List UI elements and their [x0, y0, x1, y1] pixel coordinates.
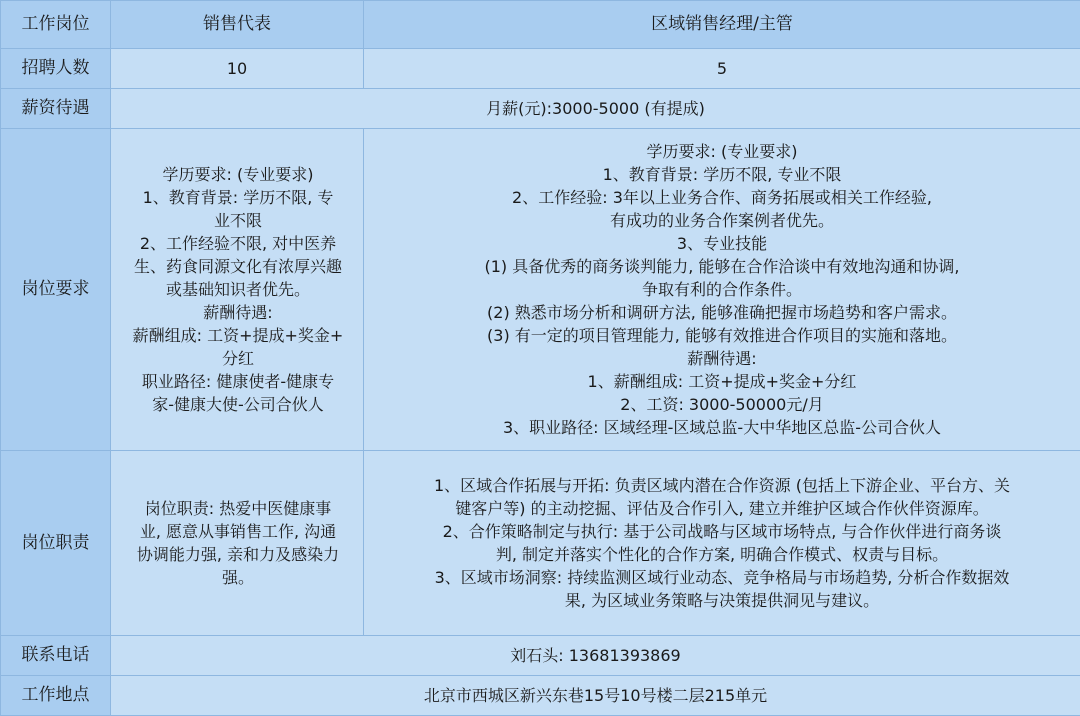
duties-label: 岗位职责	[1, 451, 111, 636]
text-line: (2) 熟悉市场分析和调研方法, 能够准确把握市场趋势和客户需求。	[372, 301, 1072, 324]
header-sales-rep: 销售代表	[111, 1, 364, 49]
text-line: 有成功的业务合作案例者优先。	[372, 209, 1072, 232]
text-line: 岗位职责: 热爱中医健康事	[123, 497, 353, 520]
header-position-label: 工作岗位	[1, 1, 111, 49]
location-address: 北京市西城区新兴东巷15号10号楼二层215单元	[111, 676, 1080, 716]
text-line: 薪酬待遇:	[372, 347, 1072, 370]
header-row	[1, 1, 1080, 49]
text-line: 2、合作策略制定与执行: 基于公司战略与区域市场特点, 与合作伙伴进行商务谈	[368, 520, 1076, 543]
text-line: 家-健康大使-公司合伙人	[123, 393, 353, 416]
text-line: 1、教育背景: 学历不限, 专	[123, 186, 353, 209]
location-label: 工作地点	[1, 676, 111, 716]
requirements-sales-rep-text	[111, 163, 363, 416]
duties-regional-manager	[364, 451, 1080, 636]
duties-row	[1, 451, 1080, 636]
headcount-regional-manager: 5	[364, 49, 1080, 89]
text-line: 键客户等) 的主动挖掘、评估及合作引入, 建立并维护区域合作伙伴资源库。	[368, 497, 1076, 520]
text-line: 学历要求: (专业要求)	[372, 140, 1072, 163]
headcount-label: 招聘人数	[1, 49, 111, 89]
contact-label: 联系电话	[1, 636, 111, 676]
text-line: 判, 制定并落实个性化的合作方案, 明确合作模式、权责与目标。	[368, 543, 1076, 566]
text-line: (1) 具备优秀的商务谈判能力, 能够在合作洽谈中有效地沟通和协调,	[372, 255, 1072, 278]
duties-sales-rep	[111, 451, 364, 636]
text-line: 1、教育背景: 学历不限, 专业不限	[372, 163, 1072, 186]
salary-label: 薪资待遇	[1, 89, 111, 129]
duties-sales-rep-text	[111, 497, 363, 589]
headcount-row	[1, 49, 1080, 89]
requirements-regional-manager	[364, 129, 1080, 451]
requirements-regional-manager-text	[364, 140, 1080, 439]
text-line: 薪酬待遇:	[123, 301, 353, 324]
duties-regional-manager-text	[364, 474, 1080, 612]
text-line: 分红	[123, 347, 353, 370]
text-line: 学历要求: (专业要求)	[123, 163, 353, 186]
text-line: 业不限	[123, 209, 353, 232]
text-line: 2、工作经验: 3年以上业务合作、商务拓展或相关工作经验,	[372, 186, 1072, 209]
text-line: 或基础知识者优先。	[123, 278, 353, 301]
text-line: 薪酬组成: 工资+提成+奖金+	[123, 324, 353, 347]
headcount-sales-rep: 10	[111, 49, 364, 89]
contact-phone: 刘石头: 13681393869	[111, 636, 1080, 676]
text-line: 2、工资: 3000-50000元/月	[372, 393, 1072, 416]
text-line: 职业路径: 健康使者-健康专	[123, 370, 353, 393]
text-line: 协调能力强, 亲和力及感染力	[123, 543, 353, 566]
text-line: 2、工作经验不限, 对中医养	[123, 232, 353, 255]
salary-value: 月薪(元):3000-5000 (有提成)	[111, 89, 1080, 129]
text-line: 3、区域市场洞察: 持续监测区域行业动态、竞争格局与市场趋势, 分析合作数据效	[368, 566, 1076, 589]
salary-row	[1, 89, 1080, 129]
text-line: (3) 有一定的项目管理能力, 能够有效推进合作项目的实施和落地。	[372, 324, 1072, 347]
requirements-row	[1, 129, 1080, 451]
text-line: 果, 为区域业务策略与决策提供洞见与建议。	[368, 589, 1076, 612]
header-regional-manager: 区域销售经理/主管	[364, 1, 1080, 49]
text-line: 1、薪酬组成: 工资+提成+奖金+分红	[372, 370, 1072, 393]
text-line: 1、区域合作拓展与开拓: 负责区域内潜在合作资源 (包括上下游企业、平台方、关	[368, 474, 1076, 497]
text-line: 3、专业技能	[372, 232, 1072, 255]
text-line: 争取有利的合作条件。	[372, 278, 1072, 301]
contact-row	[1, 636, 1080, 676]
requirements-label: 岗位要求	[1, 129, 111, 451]
text-line: 业, 愿意从事销售工作, 沟通	[123, 520, 353, 543]
location-row	[1, 676, 1080, 716]
text-line: 3、职业路径: 区域经理-区域总监-大中华地区总监-公司合伙人	[372, 416, 1072, 439]
text-line: 生、药食同源文化有浓厚兴趣	[123, 255, 353, 278]
requirements-sales-rep	[111, 129, 364, 451]
text-line: 强。	[123, 566, 353, 589]
